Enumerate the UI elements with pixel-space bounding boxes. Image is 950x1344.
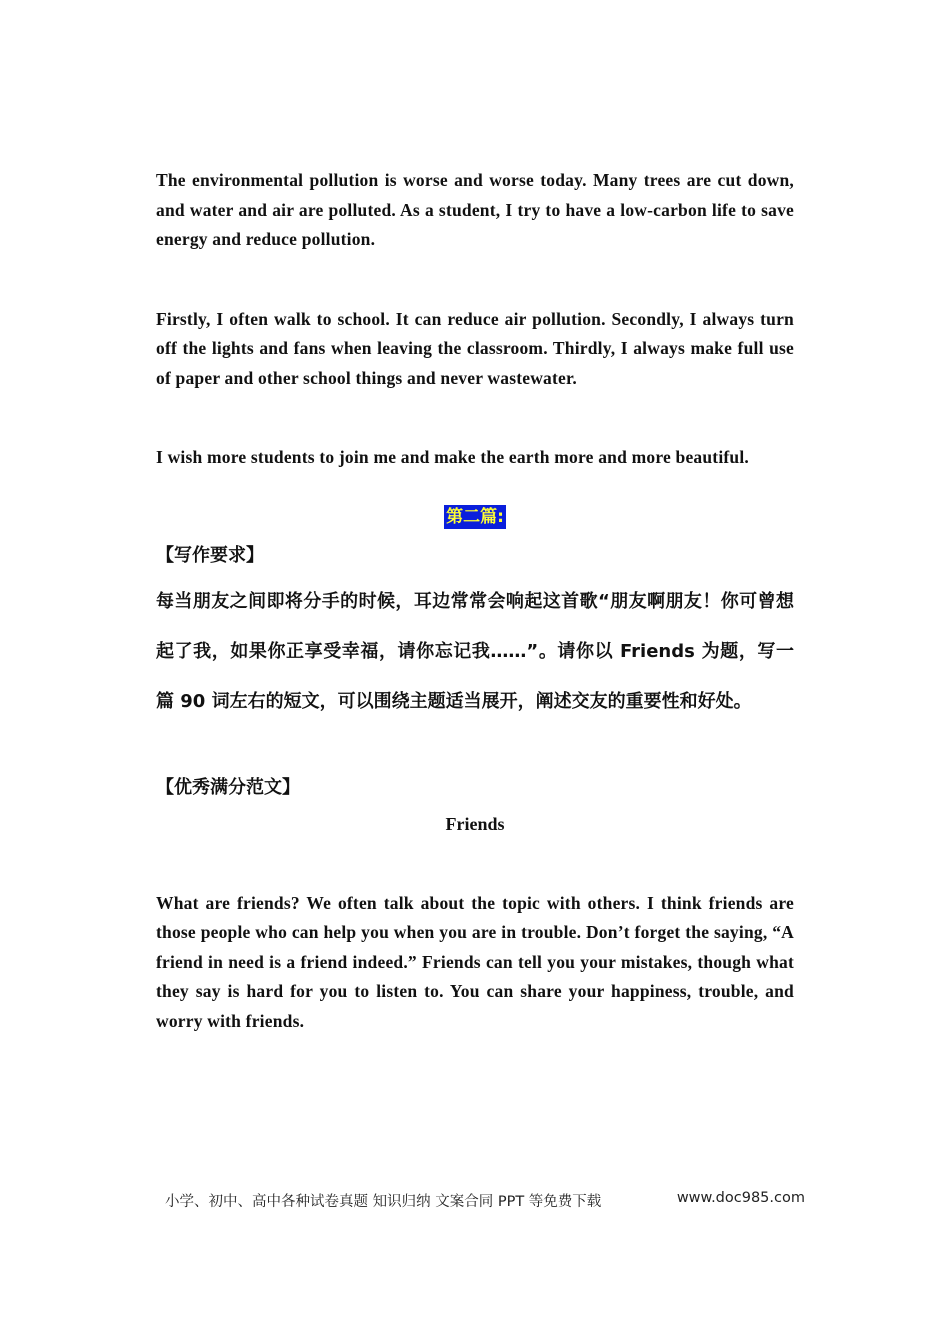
sample-title: Friends xyxy=(445,813,505,834)
essay1-paragraph-3: I wish more students to join me and make the earth more and more beautiful. xyxy=(156,447,749,467)
document-body xyxy=(156,166,794,1036)
sample-label: 【优秀满分范文】 xyxy=(156,776,300,798)
footer-left-text: 小学、初中、高中各种试卷真题 知识归纳 文案合同 PPT 等免费下载 xyxy=(165,1194,602,1210)
essay1-paragraph-1: The environmental pollution is worse and worse today. Many trees are cut down, and water and air are polluted. As a student, I try to have a low-carbon life to save energy and reduce pollution. xyxy=(156,170,794,249)
sample-paragraph-1: What are friends? We often talk about the topic with others. I think friends are those people who can help you when you are in trouble. Don’t forget the saying, “A friend in need is a friend indeed.” Friends can tell you your mistakes, though what they say is hard for you to listen to. You can share your happiness, trouble, and worry with friends. xyxy=(156,892,794,1031)
footer-website[interactable]: www.doc985.com xyxy=(676,1190,805,1206)
essay1-paragraph-2: Firstly, I often walk to school. It can reduce air pollution. Secondly, I always turn off the lights and fans when leaving the classroom. Thirdly, I always make full use of paper and other school things and never wastewater. xyxy=(156,308,794,388)
page-footer xyxy=(165,1190,805,1211)
requirement-label: 【写作要求】 xyxy=(156,544,264,566)
requirement-text: 每当朋友之间即将分手的时候，耳边常常会响起这首歌“朋友啊朋友！你可曾想起了我，如果你正享受幸福，请你忘记我……”。请你以 Friends 为题，写一篇 90 词左右的短文，可以围绕主题适当展开，阐述交友的重要性和好处。 xyxy=(156,590,794,712)
section-heading: 第二篇: xyxy=(446,506,504,527)
